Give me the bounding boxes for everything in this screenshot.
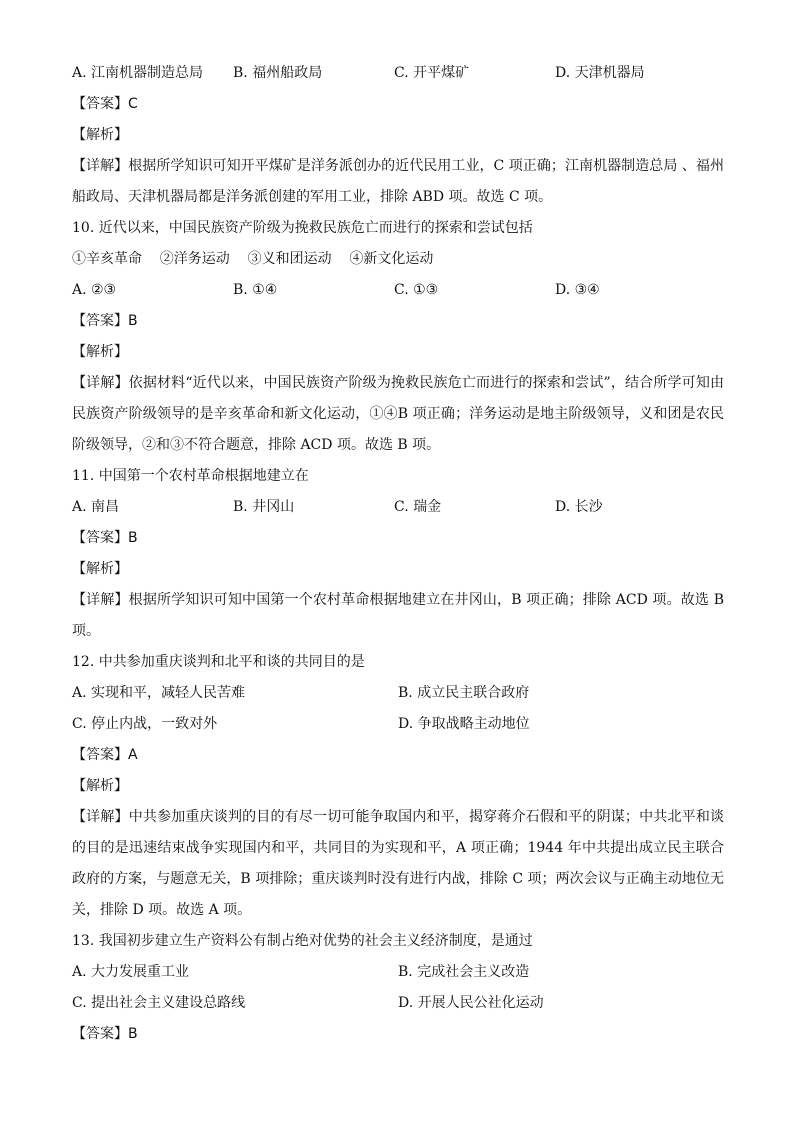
q12-option-d: D. 争取战略主动地位 <box>398 716 530 732</box>
q9-option-b: B. 福州船政局 <box>233 65 323 81</box>
q9-option-d: D. 天津机器局 <box>555 65 645 81</box>
q10-option-d: D. ③④ <box>555 282 600 298</box>
q11-options <box>72 492 724 523</box>
q12-option-b: B. 成立民主联合政府 <box>398 685 530 701</box>
q11-analysis-label: 【解析】 <box>72 561 128 577</box>
q10-option-c: C. ①③ <box>394 282 439 298</box>
q10-items: ①辛亥革命 ②洋务运动 ③义和团运动 ④新文化运动 <box>72 251 434 267</box>
q10-stem: 10. 近代以来，中国民族资产阶级为挽救民族危亡而进行的探索和尝试包括 <box>72 220 533 236</box>
exam-page <box>72 58 724 1050</box>
q9-option-c: C. 开平煤矿 <box>394 65 470 81</box>
q12-answer: 【答案】A <box>72 747 138 763</box>
q11-detail: 【详解】根据所学知识可知中国第一个农村革命根据地建立在井冈山，B 项正确；排除 ACD 项。故选 B 项。 <box>72 592 724 639</box>
q9-options <box>72 58 724 89</box>
q13-stem: 13. 我国初步建立生产资料公有制占绝对优势的社会主义经济制度，是通过 <box>72 933 533 949</box>
q12-option-a: A. 实现和平，减轻人民苦难 <box>72 685 246 701</box>
q10-answer: 【答案】B <box>72 313 138 329</box>
q13-option-d: D. 开展人民公社化运动 <box>398 995 544 1011</box>
q10-analysis-label: 【解析】 <box>72 344 128 360</box>
q12-option-c: C. 停止内战，一致对外 <box>72 716 218 732</box>
q13-options-row-1 <box>72 957 724 988</box>
q12-options-row-1 <box>72 678 724 709</box>
q10-option-a: A. ②③ <box>72 282 117 298</box>
q12-analysis-label: 【解析】 <box>72 778 128 794</box>
q13-option-a: A. 大力发展重工业 <box>72 964 190 980</box>
q11-option-b: B. 井冈山 <box>233 499 295 515</box>
q13-option-b: B. 完成社会主义改造 <box>398 964 530 980</box>
q11-answer: 【答案】B <box>72 530 138 546</box>
q9-option-a: A. 江南机器制造总局 <box>72 65 204 81</box>
q11-option-c: C. 瑞金 <box>394 499 442 515</box>
q10-detail: 【详解】依据材料“近代以来，中国民族资产阶级为挽救民族危亡而进行的探索和尝试”，结合所学可知由民族资产阶级领导的是辛亥革命和新文化运动，①④B 项正确；洋务运动是地主阶级领导，义和团是农民阶级领导，②和③不符合题意，排除 ACD 项。故选 B 项。 <box>72 375 724 453</box>
q9-analysis-label: 【解析】 <box>72 127 128 143</box>
q10-options <box>72 275 724 306</box>
q13-answer: 【答案】B <box>72 1026 138 1042</box>
q12-detail: 【详解】中共参加重庆谈判的目的有尽一切可能争取国内和平，揭穿蒋介石假和平的阴谋；中共北平和谈的目的是迅速结束战争实现国内和平，共同目的为实现和平，A 项正确；1944 年中共提出成立民主联合政府的方案，与题意无关，B 项排除；重庆谈判时没有进行内战，排除 C 项；两次会议与正确主动地位无关，排除 D 项。故选 A 项。 <box>72 809 724 918</box>
q12-options-row-2 <box>72 709 724 740</box>
q11-option-a: A. 南昌 <box>72 499 120 515</box>
q12-stem: 12. 中共参加重庆谈判和北平和谈的共同目的是 <box>72 654 365 670</box>
q11-option-d: D. 长沙 <box>555 499 603 515</box>
q10-option-b: B. ①④ <box>233 282 278 298</box>
q13-option-c: C. 提出社会主义建设总路线 <box>72 995 246 1011</box>
q13-options-row-2 <box>72 988 724 1019</box>
q11-stem: 11. 中国第一个农村革命根据地建立在 <box>72 468 309 484</box>
q9-answer: 【答案】C <box>72 96 138 112</box>
q9-detail: 【详解】根据所学知识可知开平煤矿是洋务派创办的近代民用工业，C 项正确；江南机器制造总局 、福州船政局、天津机器局都是洋务派创建的军用工业，排除 ABD 项。故选 C 项。 <box>72 158 724 205</box>
